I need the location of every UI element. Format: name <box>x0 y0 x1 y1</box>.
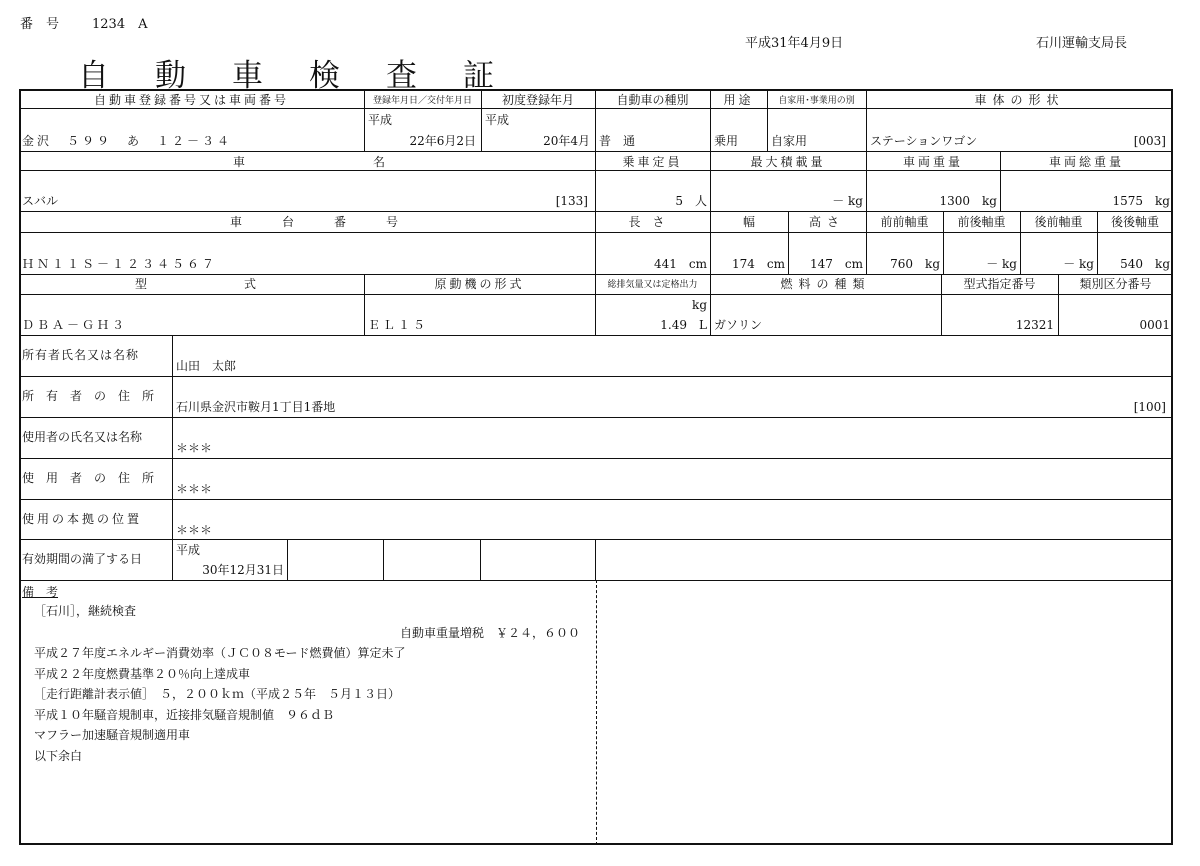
label-displacement: 総排気量又は定格出力 <box>607 280 698 290</box>
vehicle-kind: 普 通 <box>599 134 636 148</box>
label-weight: 車両重量 <box>902 155 963 169</box>
height: 147 cm <box>809 257 863 271</box>
issuer: 石川運輸支局長 <box>1036 36 1128 51</box>
remark-line: 平成２２年度燃費基準２０％向上達成車 <box>34 667 251 681</box>
label-user-address: 使 用 者 の 住 所 <box>22 471 155 485</box>
remark-line: 自動車重量増税 ￥２４，６００ <box>399 626 580 640</box>
user-name: ＊＊＊ <box>176 441 213 455</box>
fr-axle: － kg <box>986 257 1017 271</box>
weight: 1300 kg <box>939 194 997 208</box>
remark-line: 以下余白 <box>34 749 83 763</box>
owner-address: 石川県金沢市鞍月1丁目1番地 <box>176 400 336 414</box>
first-reg-era: 平成 <box>485 113 510 127</box>
gross-weight: 1575 kg <box>1112 194 1170 208</box>
label-fr-axle: 前後軸重 <box>957 215 1006 229</box>
label-category-number: 類別区分番号 <box>1079 277 1152 291</box>
remark-line: 平成２７年度エネルギー消費効率（ＪＣ０８モード燃費値）算定未了 <box>34 646 406 660</box>
owner-address-code: [100] <box>1133 400 1166 414</box>
label-max-load: 最大積載量 <box>750 155 826 169</box>
displacement-unit-kg: kg <box>692 298 707 312</box>
label-ff-axle: 前前軸重 <box>880 215 929 229</box>
label-model-2: 式 <box>244 277 257 291</box>
engine-type: ＥＬ１５ <box>368 318 429 332</box>
remarks-title: 備 考 <box>22 585 59 599</box>
remark-line: マフラー加速騒音規制適用車 <box>34 728 191 742</box>
issue-date: 平成31年4月9日 <box>745 36 844 51</box>
displacement: 1.49 L <box>660 318 707 332</box>
number-label: 番 号 <box>20 17 60 32</box>
private-business: 自家用 <box>771 134 808 148</box>
label-fuel: 燃料の種類 <box>780 277 871 291</box>
width: 174 cm <box>731 257 785 271</box>
label-chassis: 車台番号 <box>230 215 439 229</box>
reg-date-era: 平成 <box>368 113 393 127</box>
reg-date: 22年6月2日 <box>409 134 476 148</box>
label-rf-axle: 後前軸重 <box>1034 215 1083 229</box>
label-length: 長さ <box>628 215 677 229</box>
page-title: 自動車検査証 <box>78 58 540 94</box>
label-type-designation: 型式指定番号 <box>963 277 1036 291</box>
label-reg-date: 登録年月日／交付年月日 <box>372 96 472 106</box>
first-reg: 20年4月 <box>543 134 590 148</box>
label-rr-axle: 後後軸重 <box>1110 215 1159 229</box>
rr-axle: 540 kg <box>1120 257 1170 271</box>
use: 乗用 <box>714 134 739 148</box>
chassis-number: ＨＮ１１Ｓ－１２３４５６７ <box>22 257 218 271</box>
expiry-date: 30年12月31日 <box>202 563 284 577</box>
label-user-name: 使用者の氏名又は名称 <box>22 430 143 444</box>
remark-line: 平成１０年騒音規制車，近接排気騒音規制値 ９６ｄＢ <box>34 708 335 722</box>
label-reg-number: 自動車登録番号又は車両番号 <box>93 93 289 107</box>
label-private-business: 自家用･事業用の別 <box>778 96 855 106</box>
car-name: スバル <box>22 194 59 208</box>
category-number: 0001 <box>1139 318 1170 332</box>
label-capacity: 乗車定員 <box>622 155 683 169</box>
type-designation: 12321 <box>1015 318 1054 332</box>
label-body-shape: 車体の形状 <box>974 93 1065 107</box>
label-car-name-2: 名 <box>373 155 386 169</box>
label-expiry: 有効期間の満了する日 <box>22 552 143 566</box>
reg-number: 金沢 ５９９ あ １２－３４ <box>22 134 233 148</box>
length: 441 cm <box>653 257 707 271</box>
capacity: 5 人 <box>675 194 707 208</box>
label-width: 幅 <box>742 215 755 229</box>
number-value: 1234 A <box>92 17 148 32</box>
label-vehicle-kind: 自動車の種別 <box>616 93 689 107</box>
label-gross-weight: 車両総重量 <box>1048 155 1124 169</box>
rf-axle: － kg <box>1063 257 1094 271</box>
max-load: － kg <box>832 194 863 208</box>
label-use: 用途 <box>723 93 754 107</box>
remark-line: ［石川］，継続検査 <box>34 604 137 618</box>
label-first-reg: 初度登録年月 <box>501 93 574 107</box>
user-address: ＊＊＊ <box>176 482 213 496</box>
model: ＤＢＡ－ＧＨ３ <box>22 318 128 332</box>
label-engine-type: 原動機の形式 <box>434 277 525 291</box>
base-location: ＊＊＊ <box>176 523 213 537</box>
body-shape: ステーションワゴン <box>870 134 978 148</box>
ff-axle: 760 kg <box>890 257 940 271</box>
label-height: 高さ <box>808 215 845 229</box>
fuel: ガソリン <box>714 318 763 332</box>
owner-name: 山田 太郎 <box>176 359 237 373</box>
label-model-1: 型 <box>135 277 148 291</box>
remark-line: ［走行距離計表示値］ ５，２００ｋｍ（平成２５年 ５月１３日） <box>34 687 401 701</box>
car-name-code: [133] <box>555 194 588 208</box>
body-shape-code: [003] <box>1133 134 1166 148</box>
label-owner-name: 所有者氏名又は名称 <box>22 348 140 362</box>
label-base-location: 使用の本拠の位置 <box>22 512 143 526</box>
label-car-name-1: 車 <box>233 155 246 169</box>
expiry-era: 平成 <box>176 543 201 557</box>
label-owner-address: 所 有 者 の 住 所 <box>22 389 155 403</box>
